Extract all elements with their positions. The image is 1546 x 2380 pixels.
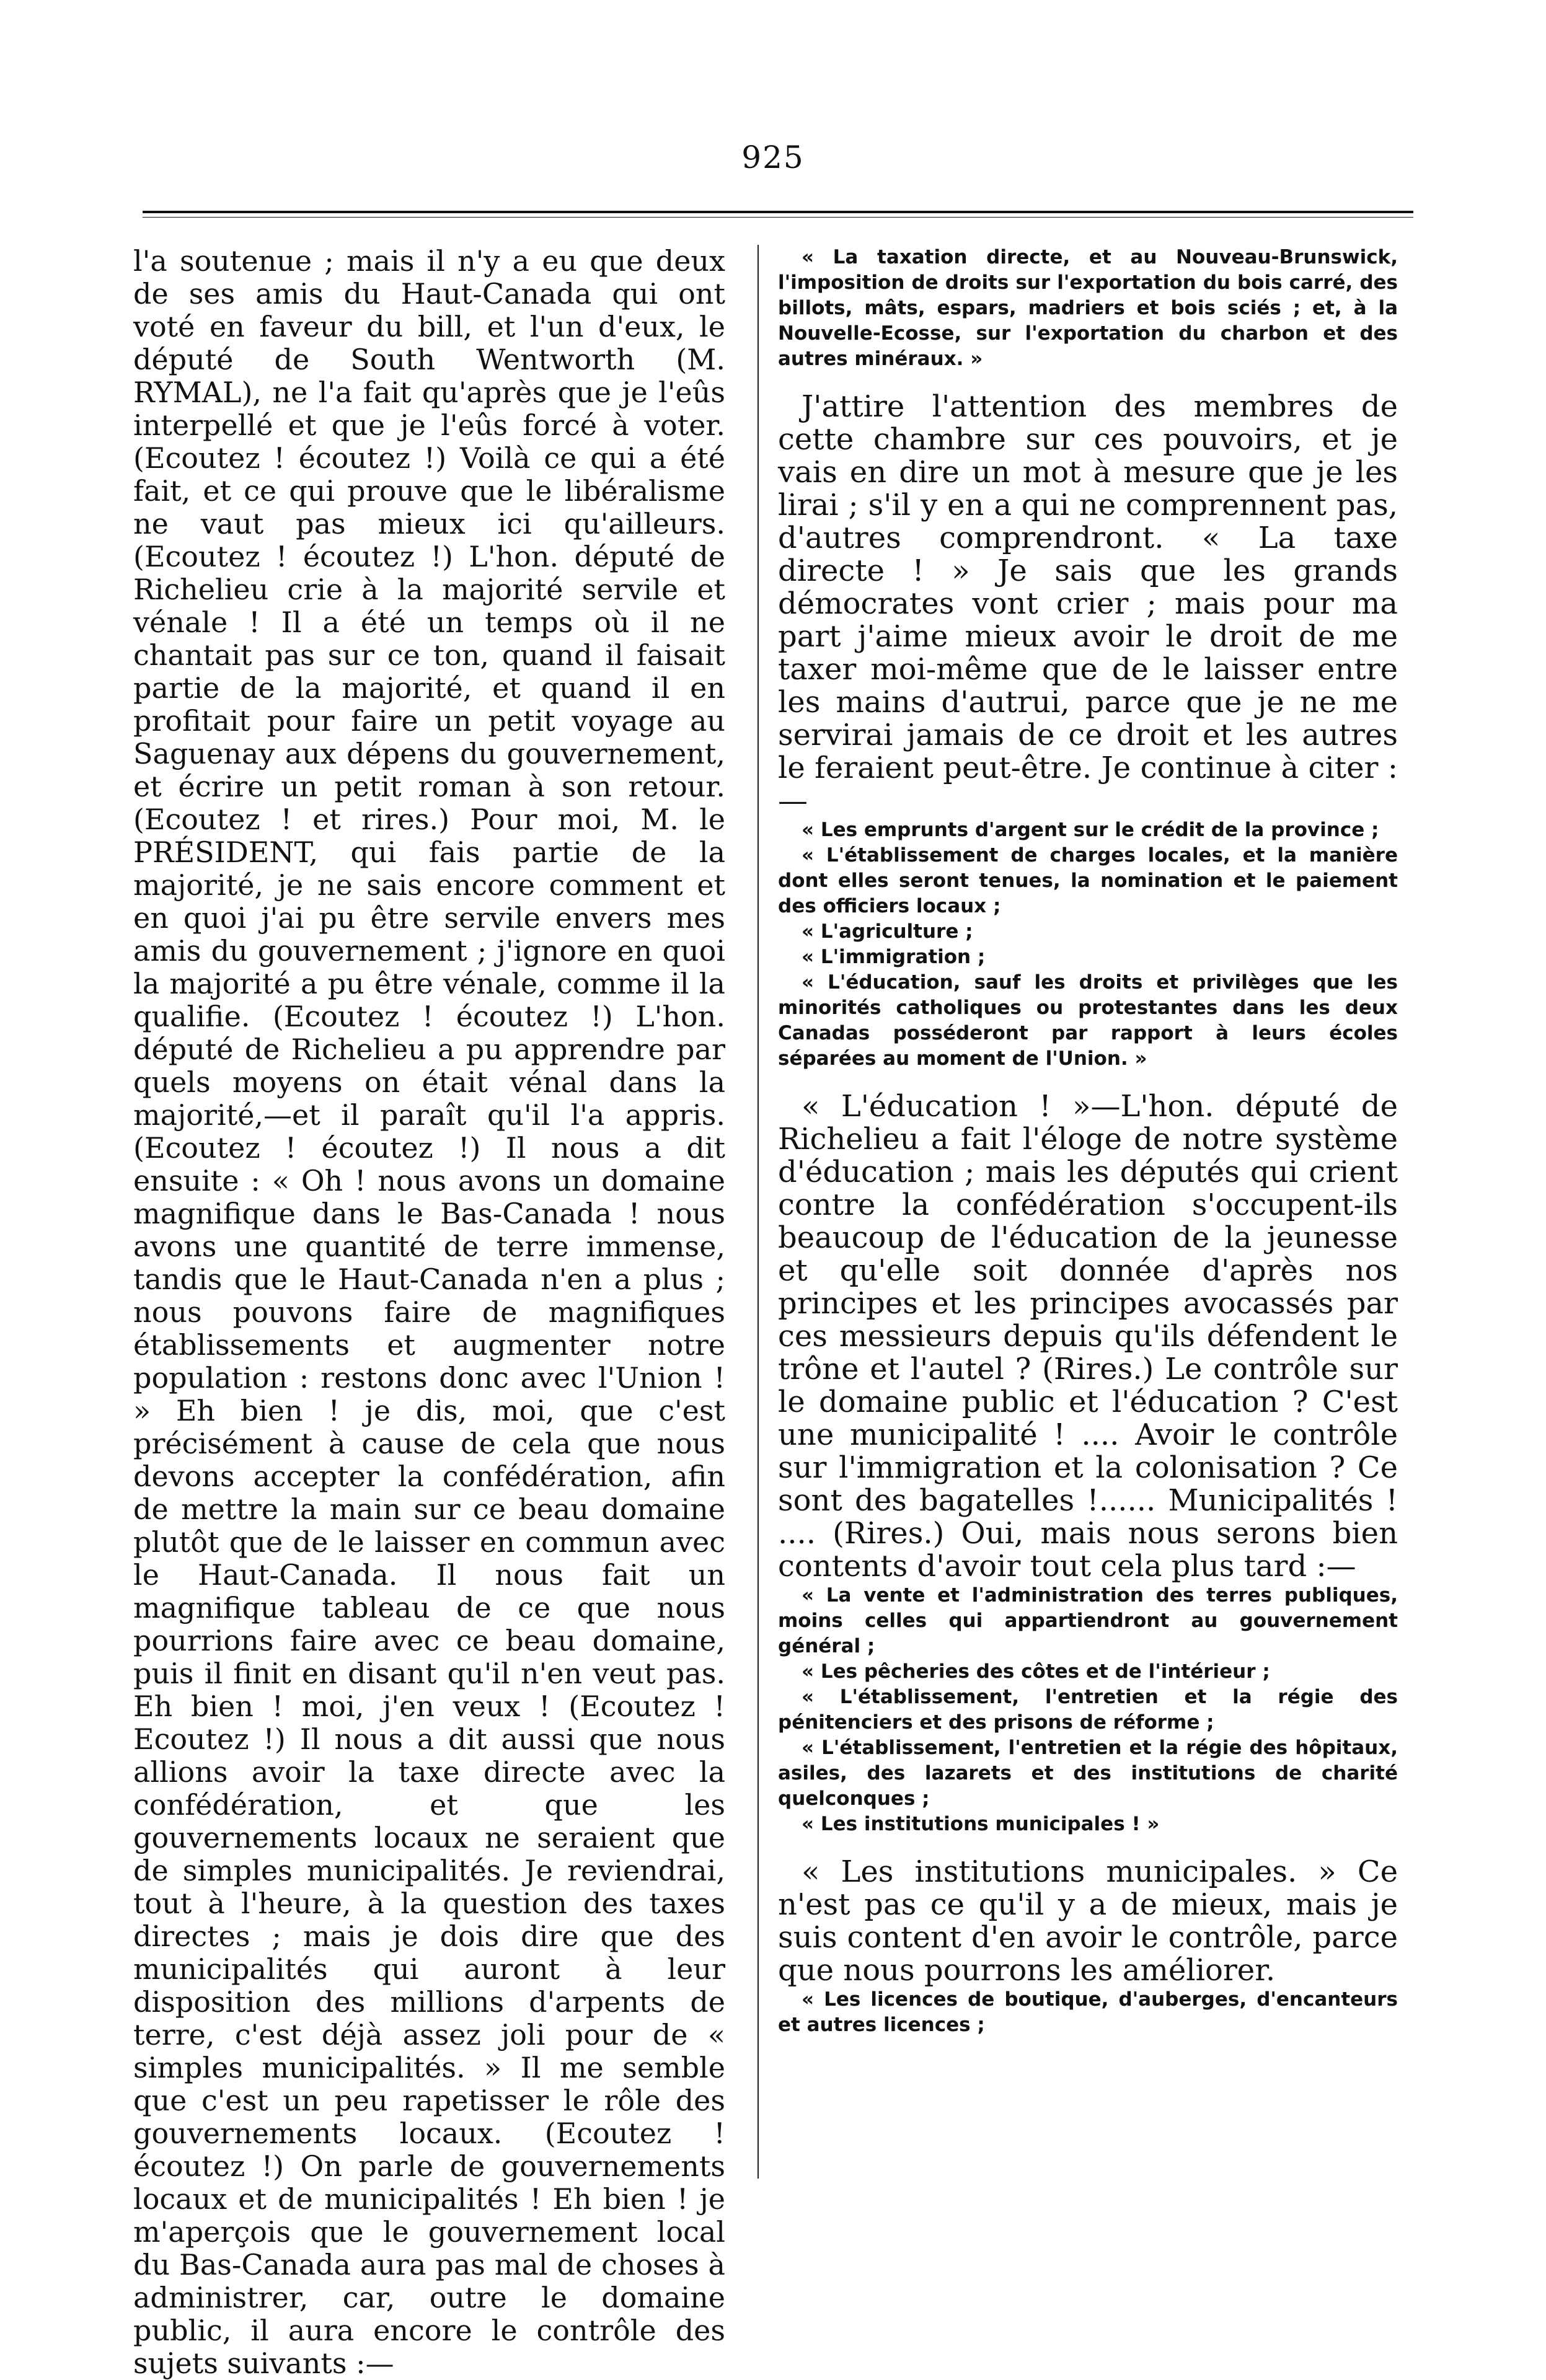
- quote-item: « Les pêcheries des côtes et de l'intérieur ;: [802, 1660, 1270, 1683]
- left-column: [133, 245, 725, 2380]
- quote-direct-taxation: [778, 245, 1398, 372]
- quote-list-1: [778, 818, 1398, 1072]
- quote-item: « Les licences de boutique, d'auberges, d'encanteurs et autres licences ;: [778, 1988, 1398, 2036]
- quote-item: « L'établissement de charges locales, et la manière dont elles seront tenues, la nomination et le paiement des officiers locaux ;: [778, 844, 1398, 917]
- left-column-text: l'a soutenue ; mais il n'y a eu que deux de ses amis du Haut-Canada qui ont voté en faveur du bill, et l'un d'eux, le député de South Wentworth (M. RYMAL), ne l'a fait qu'après que je l'eûs interpellé et que je l'eûs forcé à voter. (Ecoutez ! écoutez !) Voilà ce qui a été fait, et ce qui prouve que le libéralisme ne vaut pas mieux ici qu'ailleurs. (Ecoutez ! écoutez !) L'hon. député de Richelieu crie à la majorité servile et vénale ! Il a été un temps où il ne chantait pas sur ce ton, quand il faisait partie de la majorité, et quand il en profitait pour faire un petit voyage au Saguenay aux dépens du gouvernement, et écrire un petit roman à son retour. (Ecoutez ! et rires.) Pour moi, M. le PRÉSIDENT, qui fais partie de la majorité, je ne sais encore comment et en quoi j'ai pu être servile envers mes amis du gouvernement ; j'ignore en quoi la majorité a pu être vénale, comme il la qualifie. (Ecoutez ! écoutez !) L'hon. député de Richelieu a pu apprendre par quels moyens on était vénal dans la majorité,—et il paraît qu'il l'a appris. (Ecoutez ! écoutez !) Il nous a dit ensuite : « Oh ! nous avons un domaine magnifique dans le Bas-Canada ! nous avons une quantité de terre immense, tandis que le Haut-Canada n'en a plus ; nous pouvons faire de magnifiques établissements et augmenter notre population : restons donc avec l'Union ! » Eh bien ! je dis, moi, que c'est précisément à cause de cela que nous devons accepter la confédération, afin de mettre la main sur ce beau domaine plutôt que de le laisser en commun avec le Haut-Canada. Il nous fait un magnifique tableau de ce que nous pourrions faire avec ce beau domaine, puis il finit en disant qu'il n'en veut pas. Eh bien ! moi, j'en veux ! (Ecoutez ! Ecoutez !) Il nous a dit aussi que nous allions avoir la taxe directe avec la confédération, et que les gouvernements locaux ne seraient que de simples municipalités. Je reviendrai, tout à l'heure, à la question des taxes directes ; mais je dois dire que des municipalités qui auront à leur disposition des millions d'arpents de terre, c'est déjà assez joli pour de « simples municipalités. » Il me semble que c'est un peu rapetisser le rôle des gouvernements locaux. (Ecoutez ! écoutez !) On parle de gouvernements locaux et de municipalités ! Eh bien ! je m'aperçois que le gouvernement local du Bas-Canada aura pas mal de choses à administrer, car, outre le domaine public, il aura encore le contrôle des sujets suivants :—: [133, 244, 725, 2380]
- paragraph-municipal: « Les institutions municipales. » Ce n'est pas ce qu'il y a de mieux, mais je suis content d'en avoir le contrôle, parce que nous pourrons les améliorer.: [778, 1854, 1398, 1988]
- right-column: [778, 245, 1398, 2056]
- quote-list-2: [778, 1583, 1398, 1837]
- quote-item: « L'établissement, l'entretien et la régie des hôpitaux, asiles, des lazarets et des institutions de charité quelconques ;: [778, 1737, 1398, 1810]
- page-number: 925: [741, 139, 805, 175]
- quote-licences: [778, 1987, 1398, 2038]
- quote-paragraph: « La taxation directe, et au Nouveau-Brunswick, l'imposition de droits sur l'exportation du bois carré, des billots, mâts, espars, madriers et bois sciés ; et, à la Nouvelle-Ecosse, sur l'exportation du charbon et des autres minéraux. »: [778, 246, 1398, 370]
- column-divider: [758, 245, 759, 2179]
- paragraph-education: « L'éducation ! »—L'hon. député de Richelieu a fait l'éloge de notre système d'éducation ; mais les députés qui crient contre la confédération s'occupent-ils beaucoup de l'éducation de la jeunesse et qu'elle soit donnée d'après nos principes et les principes avocassés par ces messieurs depuis qu'ils défendent le trône et l'autel ? (Rires.) Le contrôle sur le domaine public et l'éducation ? C'est une municipalité ! .... Avoir le contrôle sur l'immigration et la colonisation ? Ce sont des bagatelles !...... Municipalités ! .... (Rires.) Oui, mais nous serons bien contents d'avoir tout cela plus tard :—: [778, 1089, 1398, 1584]
- quote-item: « L'établissement, l'entretien et la régie des pénitenciers et des prisons de réforme ;: [778, 1686, 1398, 1734]
- quote-item: « L'éducation, sauf les droits et privilèges que les minorités catholiques ou protestantes dans les deux Canadas posséderont par rapport à leurs écoles séparées au moment de l'Union. »: [778, 971, 1398, 1070]
- quote-item: « L'agriculture ;: [802, 920, 973, 943]
- quote-item: « Les institutions municipales ! »: [802, 1813, 1160, 1835]
- quote-item: « La vente et l'administration des terres publiques, moins celles qui appartiendront au gouvernement général ;: [778, 1584, 1398, 1657]
- quote-item: « L'immigration ;: [802, 946, 986, 968]
- header-rule-thick: [143, 211, 1413, 213]
- quote-item: « Les emprunts d'argent sur le crédit de la province ;: [802, 819, 1379, 841]
- paragraph-attention: J'attire l'attention des membres de cette chambre sur ces pouvoirs, et je vais en dire un mot à mesure que je les lirai ; s'il y en a qui ne comprennent pas, d'autres comprendront. « La taxe directe ! » Je sais que les grands démocrates vont crier ; mais pour ma part j'aime mieux avoir le droit de me taxer moi-même que de le laisser entre les mains d'autrui, parce que je ne me servirai jamais de ce droit et les autres le feraient peut-être. Je continue à citer :—: [778, 389, 1398, 818]
- header-rule-thin: [143, 217, 1413, 218]
